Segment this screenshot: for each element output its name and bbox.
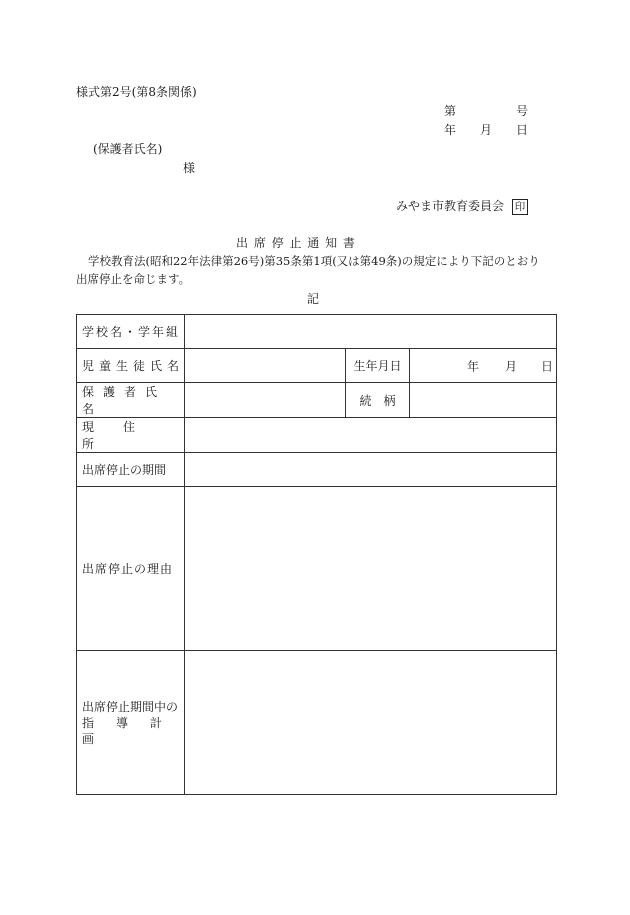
body-text-line1: 学校教育法(昭和22年法律第26号)第35条第1項(又は第49条)の規定により下記のとおり (88, 254, 540, 268)
birth-day-unit: 日 (541, 359, 554, 373)
guidance-plan-field[interactable] (185, 651, 557, 795)
row-guidance-plan (77, 651, 557, 795)
guardian-name-field[interactable] (185, 383, 346, 418)
guardian-name-label: (保護者氏名) (93, 142, 163, 156)
birth-year-unit: 年 (467, 359, 480, 373)
school-class-field[interactable] (185, 315, 557, 349)
address-label: 現住所 (77, 418, 185, 453)
period-label: 出席停止の期間 (77, 453, 185, 487)
address-field[interactable] (185, 418, 557, 453)
ki-heading: 記 (307, 292, 320, 306)
relationship-label: 続 柄 (346, 383, 410, 418)
relationship-field[interactable] (410, 383, 557, 418)
student-name-field[interactable] (185, 349, 346, 383)
document-title: 出 席 停 止 通 知 書 (236, 236, 356, 250)
row-guardian-name (77, 383, 557, 418)
guidance-plan-label: 出席停止期間中の 指導計画 (77, 651, 185, 795)
row-school-class (77, 315, 557, 349)
reason-label: 出席停止の理由 (77, 487, 185, 651)
body-text-line2: 出席停止を命じます。 (76, 272, 191, 286)
period-field[interactable] (185, 453, 557, 487)
ref-go: 号 (516, 104, 529, 118)
date-day: 日 (516, 123, 529, 137)
student-name-label: 児童生徒氏名 (77, 349, 185, 383)
notice-form-table (76, 314, 557, 795)
row-period (77, 453, 557, 487)
form-number: 様式第2号(第8条関係) (76, 85, 197, 99)
honorific: 様 (183, 161, 196, 175)
issuer-name: みやま市教育委員会 (396, 199, 505, 213)
guardian-name-table-label: 保護者氏名 (77, 383, 185, 418)
row-student-name (77, 349, 557, 383)
date-year: 年 (444, 123, 457, 137)
ref-dai: 第 (444, 104, 457, 118)
reason-field[interactable] (185, 487, 557, 651)
row-address (77, 418, 557, 453)
row-reason (77, 487, 557, 651)
school-class-label: 学校名・学年組 (77, 315, 185, 349)
birth-date-field[interactable] (410, 349, 557, 383)
date-month: 月 (480, 123, 493, 137)
seal-mark: 印 (512, 199, 528, 215)
birth-month-unit: 月 (505, 359, 518, 373)
birth-date-label: 生年月日 (346, 349, 410, 383)
